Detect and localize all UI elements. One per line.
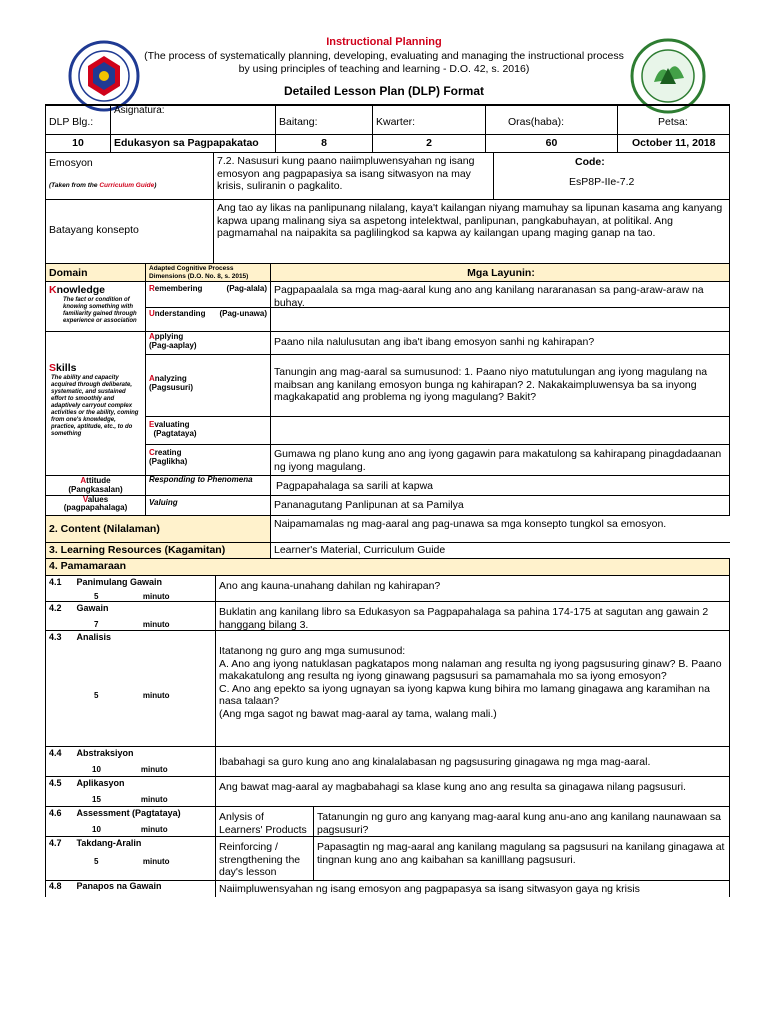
- resources-text: Learner's Material, Curriculum Guide: [271, 543, 731, 558]
- procedure-row: [45, 807, 730, 837]
- procedure-text: Naiimpluwensyahan ng isang emosyon ang pagpapasya sa isang sitwasyon gaya ng krisis: [219, 883, 640, 895]
- procedure-mins: 15 minuto: [92, 795, 168, 804]
- procedure-num: 4.1: [49, 577, 62, 587]
- procedure-num: 4.5: [49, 778, 62, 788]
- procedure-mins: 5 minuto: [94, 592, 170, 601]
- knowledge-description: The fact or condition of knowing something with familiarity gained through experience or association: [63, 296, 137, 324]
- remembering-cell: [146, 282, 271, 307]
- evaluating-cell: [146, 416, 271, 444]
- instructional-planning-title: Instructional Planning: [326, 36, 442, 48]
- emosyon-row: [45, 153, 730, 200]
- note-link: Curriculum Guide: [99, 181, 155, 189]
- petsa-label: Petsa:: [658, 116, 688, 128]
- applying-text: Paano nila nalulusutan ang iba't ibang emosyon sanhi ng kahirapan?: [274, 336, 595, 348]
- procedure-row: [45, 602, 730, 631]
- procedure-text: Ang bawat mag-aaral ay magbabahagi sa klase kung ano ang resulta sa ginagawa nilang pagsusuri.: [219, 781, 686, 793]
- domain-label: Domain: [46, 264, 146, 281]
- procedure-row: [45, 631, 730, 747]
- skills-description: The ability and capacity acquired through deliberate, systematic, and sustained effort to smoothly and adaptively carryout complex activities or the ability, coming from one's knowledge, practice, aptitude, etc., to do something: [51, 374, 139, 437]
- procedure-title: Analisis: [76, 632, 112, 642]
- dlp-blg-label: DLP Blg.:: [46, 106, 111, 134]
- remembering-local: (Pag-alala): [226, 284, 267, 293]
- procedure-text: Tatanungin ng guro ang kanyang mag-aaral kung anu-ano ang kanilang naunawaan sa pagsusuri?: [317, 811, 721, 836]
- procedure-title: Panapos na Gawain: [76, 881, 162, 891]
- values-local: (pagpapahalaga): [63, 503, 128, 512]
- understanding-rest: nderstanding: [154, 309, 206, 318]
- values-text: Pananagutang Panlipunan at sa Pamilya: [274, 499, 464, 511]
- skills-rest: kills: [56, 362, 77, 374]
- values-row: [45, 496, 730, 516]
- remembering-rest: emembering: [154, 284, 203, 293]
- asignatura-value: Edukasyon sa Pagpapakatao: [111, 135, 276, 152]
- procedure-num: 4.3: [49, 632, 62, 642]
- emosyon-label-cell: [46, 153, 214, 199]
- procedure-text: Buklatin ang kanilang libro sa Edukasyon sa Pagpapahalaga sa pahina 174-175 at sagutan ang gawain 2 hanggang bilang 3.: [219, 606, 709, 630]
- creating-text: Gumawa ng plano kung ano ang iyong gagawin para makatulong sa kahirapang pinagdadaanan ng iyong magulang.: [274, 448, 722, 473]
- evaluating-text: [271, 416, 731, 444]
- understanding-cell: [146, 307, 271, 331]
- procedure-text: Itatanong ng guro ang mga sumusunod: A. Ano ang iyong natuklasan pagkatapos mong nalaman ang resulta ng iyong pagsusuring ginaw? B. Paano makakatulong ang resulta ng iyong ginawang pagsusuri sa pamamahala mo sa iyong emosyon? C. Ano ang epekto sa iyong ugnayan sa iyong kapwa kung bihira mo lamang ginagawa ang karamihan na nasa talaan? (Ang mga sagot ng bawat mag-aaral ay tama, walang mali.): [219, 645, 722, 720]
- emosyon-text: 7.2. Nasusuri kung paano naiimpluwensyahan ng isang emosyon ang pagpapasiya sa isang sitwasyon na may krisis, suliranin o pagkalito.: [214, 153, 494, 199]
- analyzing-text: Tanungin ang mag-aaral sa sumusunod: 1. Paano niyo matutulungan ang iyong magulang na maibsan ang kanilang emosyon bunga ng kahirapan? 2. Nakakaimpluwensya ba sa inyong magkakapatid ang problema ng iyong magulang? Bakit?: [274, 366, 708, 403]
- procedure-title: Abstraksiyon: [76, 748, 134, 758]
- code-cell: [494, 153, 731, 199]
- adapted-process-label: Adapted Cognitive Process Dimensions (D.O. No. 8, s. 2015): [146, 264, 271, 281]
- values-process: Valuing: [146, 496, 271, 515]
- procedure-mins: 5 minuto: [94, 857, 170, 866]
- attitude-process: Responding to Phenomena: [146, 476, 271, 495]
- procedure-title-cell: [46, 837, 216, 880]
- evaluating-rest: valuating: [154, 420, 190, 429]
- procedure-title-cell: [46, 747, 216, 776]
- understanding-local: (Pag-unawa): [219, 309, 267, 318]
- asignatura-label: Asignatura:: [111, 106, 276, 134]
- analyzing-local: (Pagsusuri): [149, 383, 194, 392]
- procedure-num: 4.7: [49, 838, 62, 848]
- remembering-initial: R: [149, 284, 155, 293]
- procedure-num: 4.8: [49, 881, 62, 891]
- instructional-planning-description: (The process of systematically planning, developing, evaluating and managing the instructional process by using principles of teaching and learning - D.O. 42, s. 2016): [144, 50, 624, 75]
- content-row: [45, 516, 730, 543]
- mga-layunin-label: Mga Layunin:: [467, 267, 535, 279]
- oras-value: 60: [486, 135, 618, 152]
- procedure-num: 4.6: [49, 808, 62, 818]
- department-seal-icon: [630, 38, 706, 114]
- procedure-mins: 10 minuto: [92, 825, 168, 834]
- analyzing-cell: [146, 354, 271, 416]
- creating-local: (Paglikha): [149, 457, 188, 466]
- creating-rest: reating: [154, 448, 182, 457]
- knowledge-initial: K: [49, 284, 57, 296]
- analyzing-initial: A: [149, 374, 155, 383]
- batayang-label: Batayang konsepto: [46, 200, 214, 263]
- procedure-mid-text: Reinforcing / strengthening the day's lesson: [216, 837, 314, 880]
- resources-label: 3. Learning Resources (Kagamitan): [46, 543, 271, 558]
- values-cell: [46, 496, 146, 515]
- evaluating-local: (Pagtataya): [153, 429, 197, 438]
- info-values-row: [45, 135, 730, 153]
- values-rest: alues: [87, 496, 109, 504]
- procedure-row: [45, 837, 730, 881]
- procedure-title: Aplikasyon: [76, 778, 125, 788]
- emosyon-label: Emosyon: [49, 157, 93, 169]
- code-value: EsP8P-IIe-7.2: [569, 175, 635, 188]
- procedure-row: [45, 576, 730, 602]
- dlp-format-title: Detailed Lesson Plan (DLP) Format: [283, 84, 485, 98]
- page-header: [0, 0, 768, 104]
- dlp-table: [45, 104, 730, 897]
- baitang-value: 8: [276, 135, 373, 152]
- procedure-mins: 5 minuto: [94, 691, 170, 700]
- knowledge-label: [49, 284, 142, 297]
- baitang-label: Baitang:: [276, 106, 373, 134]
- skills-row: [45, 332, 730, 476]
- applying-initial: A: [149, 332, 155, 341]
- procedure-text: Ibabahagi sa guro kung ano ang kinalalabasan ng pagsusuring ginagawa ng mga mag-aaral.: [219, 756, 651, 768]
- creating-cell: [146, 444, 271, 475]
- attitude-initial: A: [80, 476, 87, 485]
- procedure-row: [45, 747, 730, 777]
- evaluating-initial: E: [149, 420, 155, 429]
- applying-cell: [146, 332, 271, 354]
- note-prefix: (Taken from the: [49, 181, 100, 189]
- procedure-title-cell: [46, 602, 216, 630]
- procedure-row: [45, 881, 730, 897]
- kwarter-label: Kwarter:: [373, 106, 486, 134]
- note-suffix: ): [154, 181, 157, 189]
- procedure-num: 4.4: [49, 748, 62, 758]
- procedure-mins: 7 minuto: [94, 620, 170, 629]
- procedure-title-cell: [46, 881, 216, 897]
- applying-local: (Pag-aaplay): [149, 341, 197, 350]
- oras-label: Oras(haba):: [486, 106, 618, 134]
- attitude-rest: ttitude: [86, 476, 111, 485]
- knowledge-row: [45, 282, 730, 332]
- procedure-text: Ano ang kauna-unahang dahilan ng kahirapan?: [219, 580, 441, 592]
- attitude-cell: [46, 476, 146, 495]
- dlp-blg-value: 10: [46, 135, 111, 152]
- deped-seal-icon: [68, 40, 140, 112]
- procedure-title: Panimulang Gawain: [76, 577, 163, 587]
- procedure-title-cell: [46, 807, 216, 836]
- procedure-title: Gawain: [76, 603, 109, 613]
- procedure-title-cell: [46, 576, 216, 601]
- procedure-text: Papasagtin ng mag-aaral ang kanilang magulang sa pagsusuri na kanilang ginagawa at tingnan kung ano ang kaibahan sa kanilllang pagsusuri.: [317, 841, 725, 866]
- knowledge-rest: nowledge: [56, 284, 106, 296]
- remembering-text: Pagpapaalala sa mga mag-aaral kung ano ang kanilang nararanasan sa pang-araw-araw na buhay.: [274, 284, 704, 307]
- procedure-title: Takdang-Aralin: [76, 838, 142, 848]
- petsa-value: October 11, 2018: [632, 137, 716, 149]
- procedure-title: Assessment (Pagtataya): [76, 808, 181, 818]
- kwarter-value: 2: [373, 135, 486, 152]
- attitude-row: [45, 476, 730, 496]
- analyzing-rest: nalyzing: [154, 374, 187, 383]
- attitude-text: Pagpapahalaga sa sarili at kapwa: [276, 480, 434, 492]
- batayang-text: Ang tao ay likas na panlipunang nilalang, kaya't kailangan niyang mamuhay sa lipunan kasama ang kanyang kapwa upang malinang siya sa aspetong intelektwal, panlipunan, pangkabuhayan, at politikal. Ang pagmamahal na naipakita sa paglilingkod sa kapwa ay kailangan upang maging ganap na tao.: [217, 202, 723, 239]
- resources-row: [45, 543, 730, 559]
- understanding-text: [271, 307, 731, 331]
- batayang-row: [45, 200, 730, 264]
- skills-label: [49, 362, 142, 375]
- procedure-title-cell: [46, 777, 216, 806]
- curriculum-guide-note: [49, 182, 210, 190]
- procedure-mid-text: Anlysis of Learners' Products: [216, 807, 314, 836]
- content-label: 2. Content (Nilalaman): [46, 516, 271, 542]
- attitude-local: (Pangkasalan): [68, 485, 123, 494]
- pamamaraan-row: [45, 559, 730, 576]
- content-text: Naipamamalas ng mag-aaral ang pag-unawa sa mga konsepto tungkol sa emosyon.: [271, 516, 731, 542]
- understanding-initial: U: [149, 309, 155, 318]
- creating-initial: C: [149, 448, 155, 457]
- info-labels-row: [45, 104, 730, 135]
- procedure-mins: 10 minuto: [92, 765, 168, 774]
- domain-header-row: [45, 264, 730, 282]
- values-initial: V: [82, 496, 88, 504]
- procedure-title-cell: [46, 631, 216, 746]
- procedure-row: [45, 777, 730, 807]
- skills-initial: S: [49, 362, 57, 374]
- code-label: Code:: [575, 156, 605, 168]
- pamamaraan-label: 4. Pamamaraan: [49, 560, 127, 572]
- knowledge-domain-cell: [46, 282, 146, 331]
- skills-domain-cell: [46, 332, 146, 475]
- procedure-num: 4.2: [49, 603, 62, 613]
- applying-rest: pplying: [154, 332, 184, 341]
